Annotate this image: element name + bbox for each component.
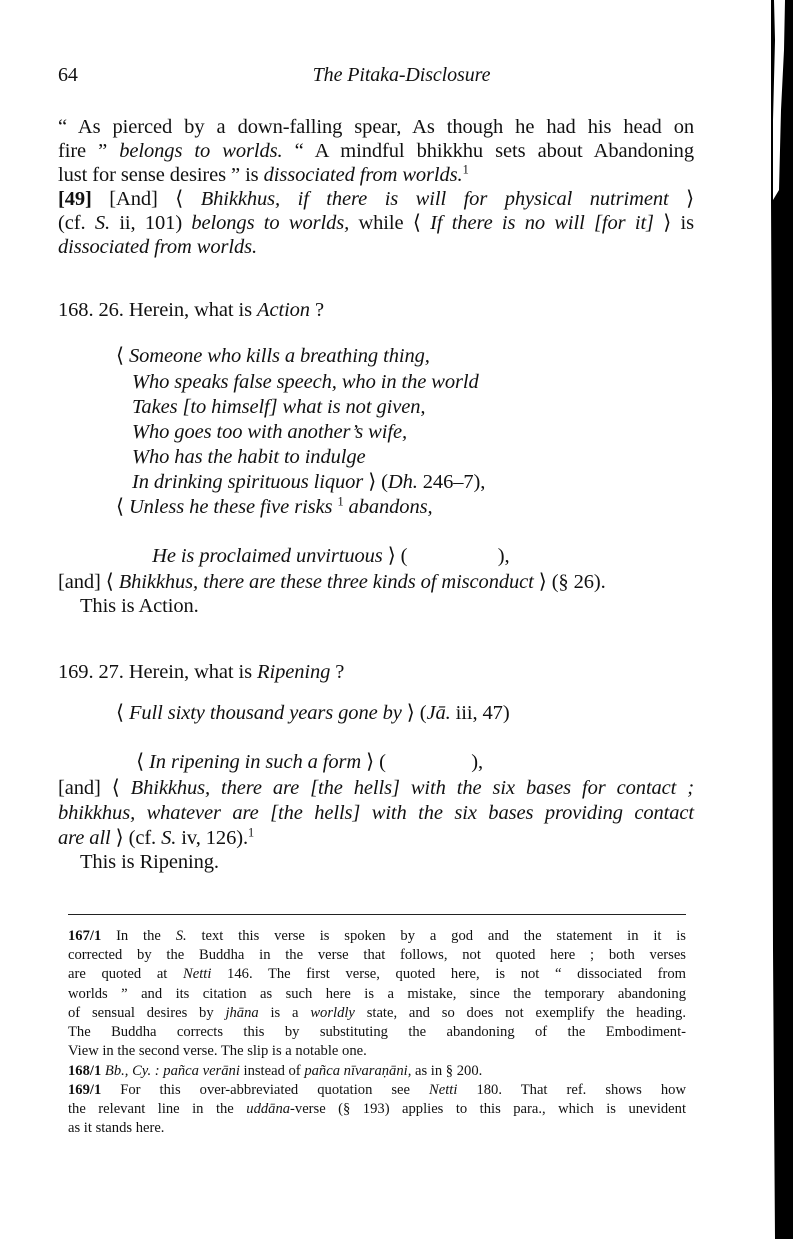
intro-line-1: “ As pierced by a down-falling spear, As though he had his head on — [58, 116, 694, 138]
italic-span: S. — [161, 827, 177, 849]
italic-span: Bhikkhus, there are these three kinds of misconduct — [118, 571, 534, 593]
text-span: iv, 126). — [176, 827, 248, 849]
angle-bracket: ⟨ — [116, 345, 129, 367]
text-span: 169. 27. Herein, what is — [58, 661, 258, 683]
text-span: ? — [330, 661, 345, 683]
verse-text: Who has the habit to indulge — [132, 446, 366, 468]
intro-line-3 — [58, 163, 469, 187]
verse-text: He is proclaimed unvirtuous — [152, 545, 383, 567]
angle-bracket: ⟨ — [136, 751, 150, 773]
footnote-167-line-1 — [68, 927, 686, 947]
verse-168-line-3 — [132, 395, 425, 419]
text-span: (cf. — [58, 212, 95, 234]
section-168-heading — [58, 298, 324, 322]
text-span: state, and so does not exemplify the heading. — [354, 1005, 686, 1021]
text-span: text this verse is spoken by a god and the statement in it is — [186, 928, 686, 944]
verse-text: Someone who kills a breathing thing, — [128, 345, 430, 367]
intro-line-2 — [58, 139, 694, 163]
text-span: ii, 101) — [110, 212, 192, 234]
text-span: fire ” — [58, 140, 120, 162]
verse-168-line-1 — [116, 344, 430, 368]
italic-span: are all — [58, 827, 111, 849]
text-span: is a — [258, 1005, 311, 1021]
verse-text: Takes [to himself] what is not given, — [132, 396, 426, 418]
text-span: ⟩ ( — [363, 471, 388, 493]
italic-span: Netti — [183, 966, 212, 982]
italic-span: Bhikkhus, there are [the hells] with the six bases for contact ; — [130, 777, 695, 799]
text-span: [and] ⟨ — [58, 571, 119, 593]
footnote-marker: 1 — [247, 825, 255, 840]
text-span: while ⟨ — [349, 212, 431, 234]
verse-168-line-4 — [132, 420, 407, 444]
footnote-167-line-2: corrected by the Buddha in the verse that follows, not quoted here ; both verses — [68, 947, 686, 963]
section-169-closing: This is Ripening. — [80, 851, 219, 873]
intro-line-5 — [58, 211, 694, 235]
text-span: 180. That ref. shows how — [457, 1082, 686, 1098]
verse-text: Who speaks false speech, who in the world — [132, 371, 479, 393]
footnote-marker: 1 — [462, 162, 469, 177]
text-span: -verse (§ 193) applies to this para., which is unevident — [290, 1101, 686, 1117]
section-169-and-line-1 — [58, 776, 694, 800]
intro-line-4 — [58, 187, 694, 211]
verse-text: Unless he these five risks — [128, 496, 338, 518]
text-span: In the — [101, 928, 176, 944]
italic-span: Netti — [429, 1082, 458, 1098]
footnote-169-line-2 — [68, 1100, 686, 1120]
italic-span: If there is no will [for it] — [430, 212, 654, 234]
footnote-167-line-5 — [68, 1004, 686, 1024]
text-span: instead of — [239, 1063, 305, 1079]
reference: 246–7), — [417, 471, 486, 493]
italic-span: uddāna — [246, 1101, 291, 1117]
text-span: ⟩ is — [653, 212, 694, 234]
verse-text: Who goes too with another’s wife, — [132, 421, 407, 443]
text-span: [and] ⟨ — [58, 777, 131, 799]
section-168-closing: This is Action. — [80, 595, 199, 617]
verse-168-line-5 — [132, 445, 366, 469]
text-span: For this over-abbreviated quotation see — [101, 1082, 430, 1098]
text-span: ? — [309, 299, 324, 321]
verse-text: Full sixty thousand years gone by — [128, 702, 402, 724]
verse-169-line-1 — [116, 701, 510, 725]
italic-span: Ripening — [257, 661, 331, 683]
footnote-divider — [68, 914, 686, 915]
text-span: of sensual desires by — [68, 1005, 226, 1021]
italic-span: Bhikkhus, if there is will for physical nutriment — [200, 188, 669, 210]
italic-span: worldly — [310, 1005, 355, 1021]
italic-span: Bb., Cy. : pañca verāni — [104, 1063, 240, 1079]
text-span: lust for sense desires ” is — [58, 164, 264, 186]
verse-text: abandons, — [343, 496, 433, 518]
intro-line-6: dissociated from worlds. — [58, 236, 258, 258]
paragraph-number: [49] — [58, 188, 92, 210]
text-span: [And] ⟨ — [91, 188, 201, 210]
text-span: ⟩ (§ 26). — [533, 571, 606, 593]
footnote-label: 169/1 — [68, 1082, 102, 1098]
running-title: The Pitaka-Disclosure — [312, 64, 491, 86]
section-169-and-line-2: bhikkhus, whatever are [the hells] with the six bases providing contact — [58, 802, 694, 824]
footnote-167-line-6: The Buddha corrects this by substituting the abandoning of the Embodiment- — [68, 1024, 686, 1040]
page-number: 64 — [58, 64, 78, 86]
footnote-label: 168/1 — [68, 1063, 102, 1079]
italic-span: jhāna — [225, 1005, 259, 1021]
italic-span: belongs to worlds. — [119, 140, 283, 162]
text-span: 168. 26. Herein, what is — [58, 299, 258, 321]
angle-bracket: ⟨ — [116, 702, 129, 724]
italic-span: dissociated from worlds. — [263, 164, 463, 186]
footnote-167-line-4: worlds ” and its citation as such here is a mistake, since the temporary abandoning — [68, 986, 686, 1002]
scan-edge-shadow — [767, 0, 793, 1239]
verse-text: In ripening in such a form — [149, 751, 362, 773]
italic-span: S. — [175, 928, 187, 944]
verse-text: In drinking spirituous liquor — [132, 471, 364, 493]
footnote-169-line-1 — [68, 1081, 686, 1101]
text-span: are quoted at — [68, 966, 184, 982]
text-span: ⟩ ( ), — [382, 545, 510, 567]
section-168-and — [58, 570, 606, 594]
reference: iii, 47) — [450, 702, 510, 724]
text-span: “ A mindful bhikkhu sets about Abandoning — [282, 140, 694, 162]
verse-168-line-6 — [132, 470, 485, 494]
footnote-167-line-7: View in the second verse. The slip is a notable one. — [68, 1043, 367, 1059]
text-span: the relevant line in the — [68, 1101, 247, 1117]
text-span: ⟩ — [668, 188, 694, 210]
verse-168-line-7 — [116, 495, 433, 519]
footnote-169-line-3: as it stands here. — [68, 1120, 165, 1136]
italic-span: Action — [257, 299, 310, 321]
italic-span: belongs to worlds, — [191, 212, 350, 234]
italic-span: S. — [94, 212, 110, 234]
footnote-label: 167/1 — [68, 928, 102, 944]
text-span: ⟩ (cf. — [110, 827, 162, 849]
text-span: ⟩ ( — [401, 702, 427, 724]
footnote-168 — [68, 1062, 482, 1082]
section-169-heading — [58, 660, 344, 684]
reference-abbrev: Dh. — [387, 471, 418, 493]
footnote-marker: 1 — [337, 494, 344, 509]
text-span: as in § 200. — [411, 1063, 483, 1079]
footnote-167-line-3 — [68, 965, 686, 985]
italic-span: pañca nīvaraṇāni, — [304, 1063, 412, 1079]
text-span: 146. The first verse, quoted here, is not “ dissociated from — [211, 966, 686, 982]
scan-edge-band — [771, 0, 793, 1239]
reference-abbrev: Jā. — [426, 702, 451, 724]
angle-bracket: ⟨ — [116, 496, 129, 518]
section-169-and-line-3 — [58, 826, 254, 850]
verse-168-line-2 — [132, 370, 479, 394]
text-span: ⟩ ( ), — [361, 751, 483, 773]
